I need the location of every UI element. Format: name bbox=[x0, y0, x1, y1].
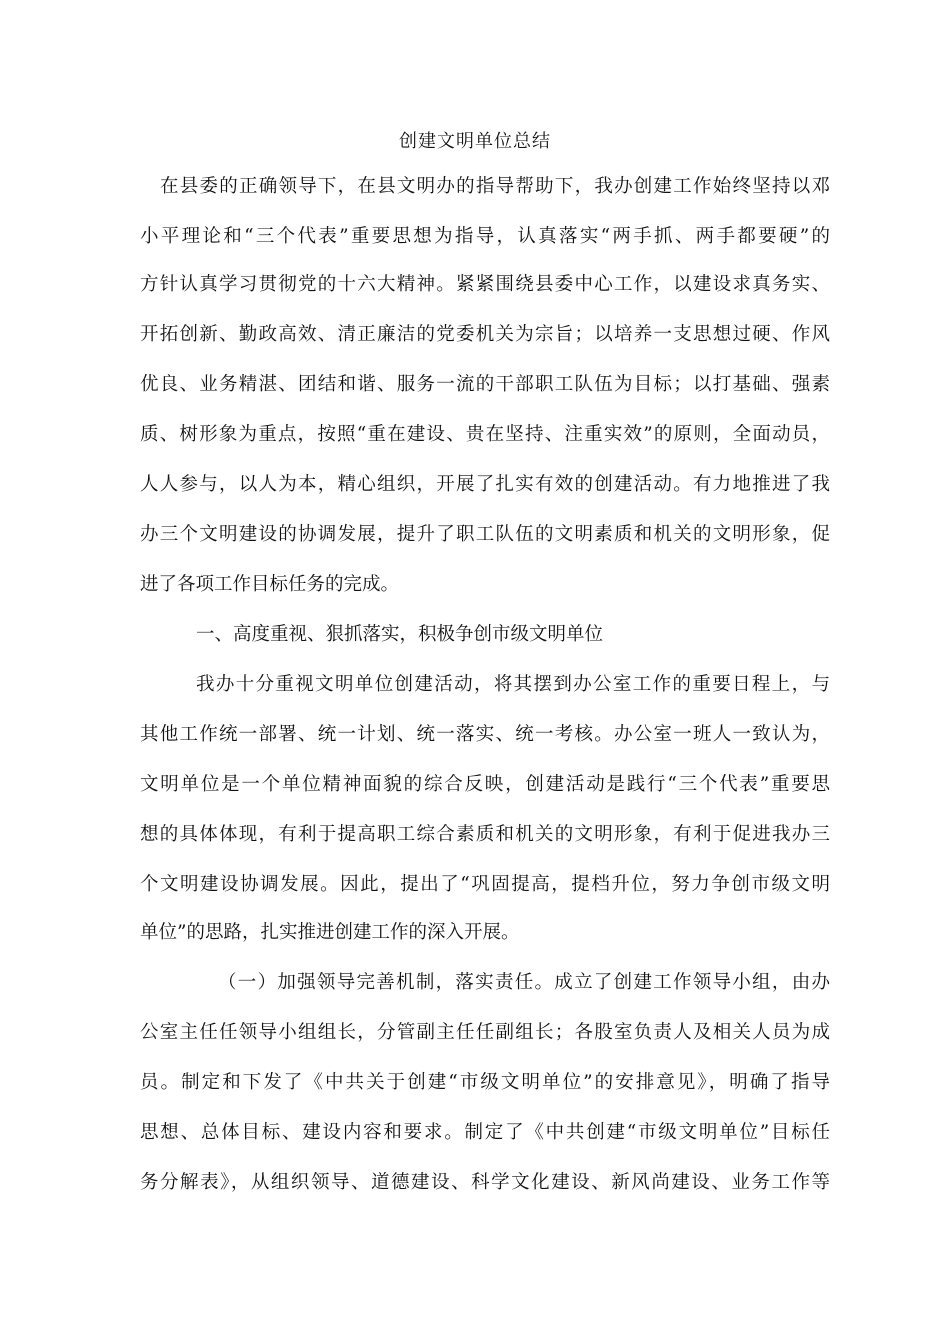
paragraph-line: 务分解表》，从组织领导、道德建设、科学文化建设、新风尚建设、业务工作等 bbox=[140, 1172, 830, 1193]
paragraph-line: （一）加强领导完善机制，落实责任。成立了创建工作领导小组，由办 bbox=[218, 972, 830, 993]
paragraph-line: 优良、业务精湛、团结和谐、服务一流的干部职工队伍为目标；以打基础、强素 bbox=[140, 374, 830, 395]
paragraph-line: 思想、总体目标、建设内容和要求。制定了《中共创建“市级文明单位”目标任 bbox=[140, 1122, 830, 1143]
document-title: 创建文明单位总结 bbox=[399, 131, 551, 152]
paragraph-line: 人人参与，以人为本，精心组织，开展了扎实有效的创建活动。有力地推进了我 bbox=[140, 474, 830, 495]
paragraph-line: 单位”的思路，扎实推进创建工作的深入开展。 bbox=[140, 922, 520, 943]
section-heading: 一、高度重视、狠抓落实，积极争创市级文明单位 bbox=[196, 624, 604, 645]
paragraph-line: 小平理论和“三个代表”重要思想为指导，认真落实“两手抓、两手都要硬”的 bbox=[140, 226, 830, 247]
paragraph-line: 公室主任任领导小组组长，分管副主任任副组长；各股室负责人及相关人员为成 bbox=[140, 1022, 830, 1043]
paragraph-line: 员。制定和下发了《中共关于创建“市级文明单位”的安排意见》，明确了指导 bbox=[140, 1072, 830, 1093]
paragraph-line: 开拓创新、勤政高效、清正廉洁的党委机关为宗旨；以培养一支思想过硬、作风 bbox=[140, 324, 830, 345]
paragraph-line: 在县委的正确领导下，在县文明办的指导帮助下，我办创建工作始终坚持以邓 bbox=[160, 176, 830, 197]
paragraph-line: 想的具体体现，有利于提高职工综合素质和机关的文明形象，有利于促进我办三 bbox=[140, 824, 830, 845]
paragraph-line: 文明单位是一个单位精神面貌的综合反映，创建活动是践行“三个代表”重要思 bbox=[140, 774, 830, 795]
paragraph-line: 办三个文明建设的协调发展，提升了职工队伍的文明素质和机关的文明形象，促 bbox=[140, 524, 830, 545]
paragraph-line: 其他工作统一部署、统一计划、统一落实、统一考核。办公室一班人一致认为， bbox=[140, 724, 830, 745]
paragraph-line: 方针认真学习贯彻党的十六大精神。紧紧围绕县委中心工作，以建设求真务实、 bbox=[140, 274, 830, 295]
paragraph-line: 我办十分重视文明单位创建活动，将其摆到办公室工作的重要日程上，与 bbox=[196, 674, 830, 695]
paragraph-line: 个文明建设协调发展。因此，提出了“巩固提高，提档升位，努力争创市级文明 bbox=[140, 874, 830, 895]
paragraph-line: 质、树形象为重点，按照“重在建设、贵在坚持、注重实效”的原则，全面动员， bbox=[140, 424, 830, 445]
paragraph-line: 进了各项工作目标任务的完成。 bbox=[140, 574, 400, 595]
